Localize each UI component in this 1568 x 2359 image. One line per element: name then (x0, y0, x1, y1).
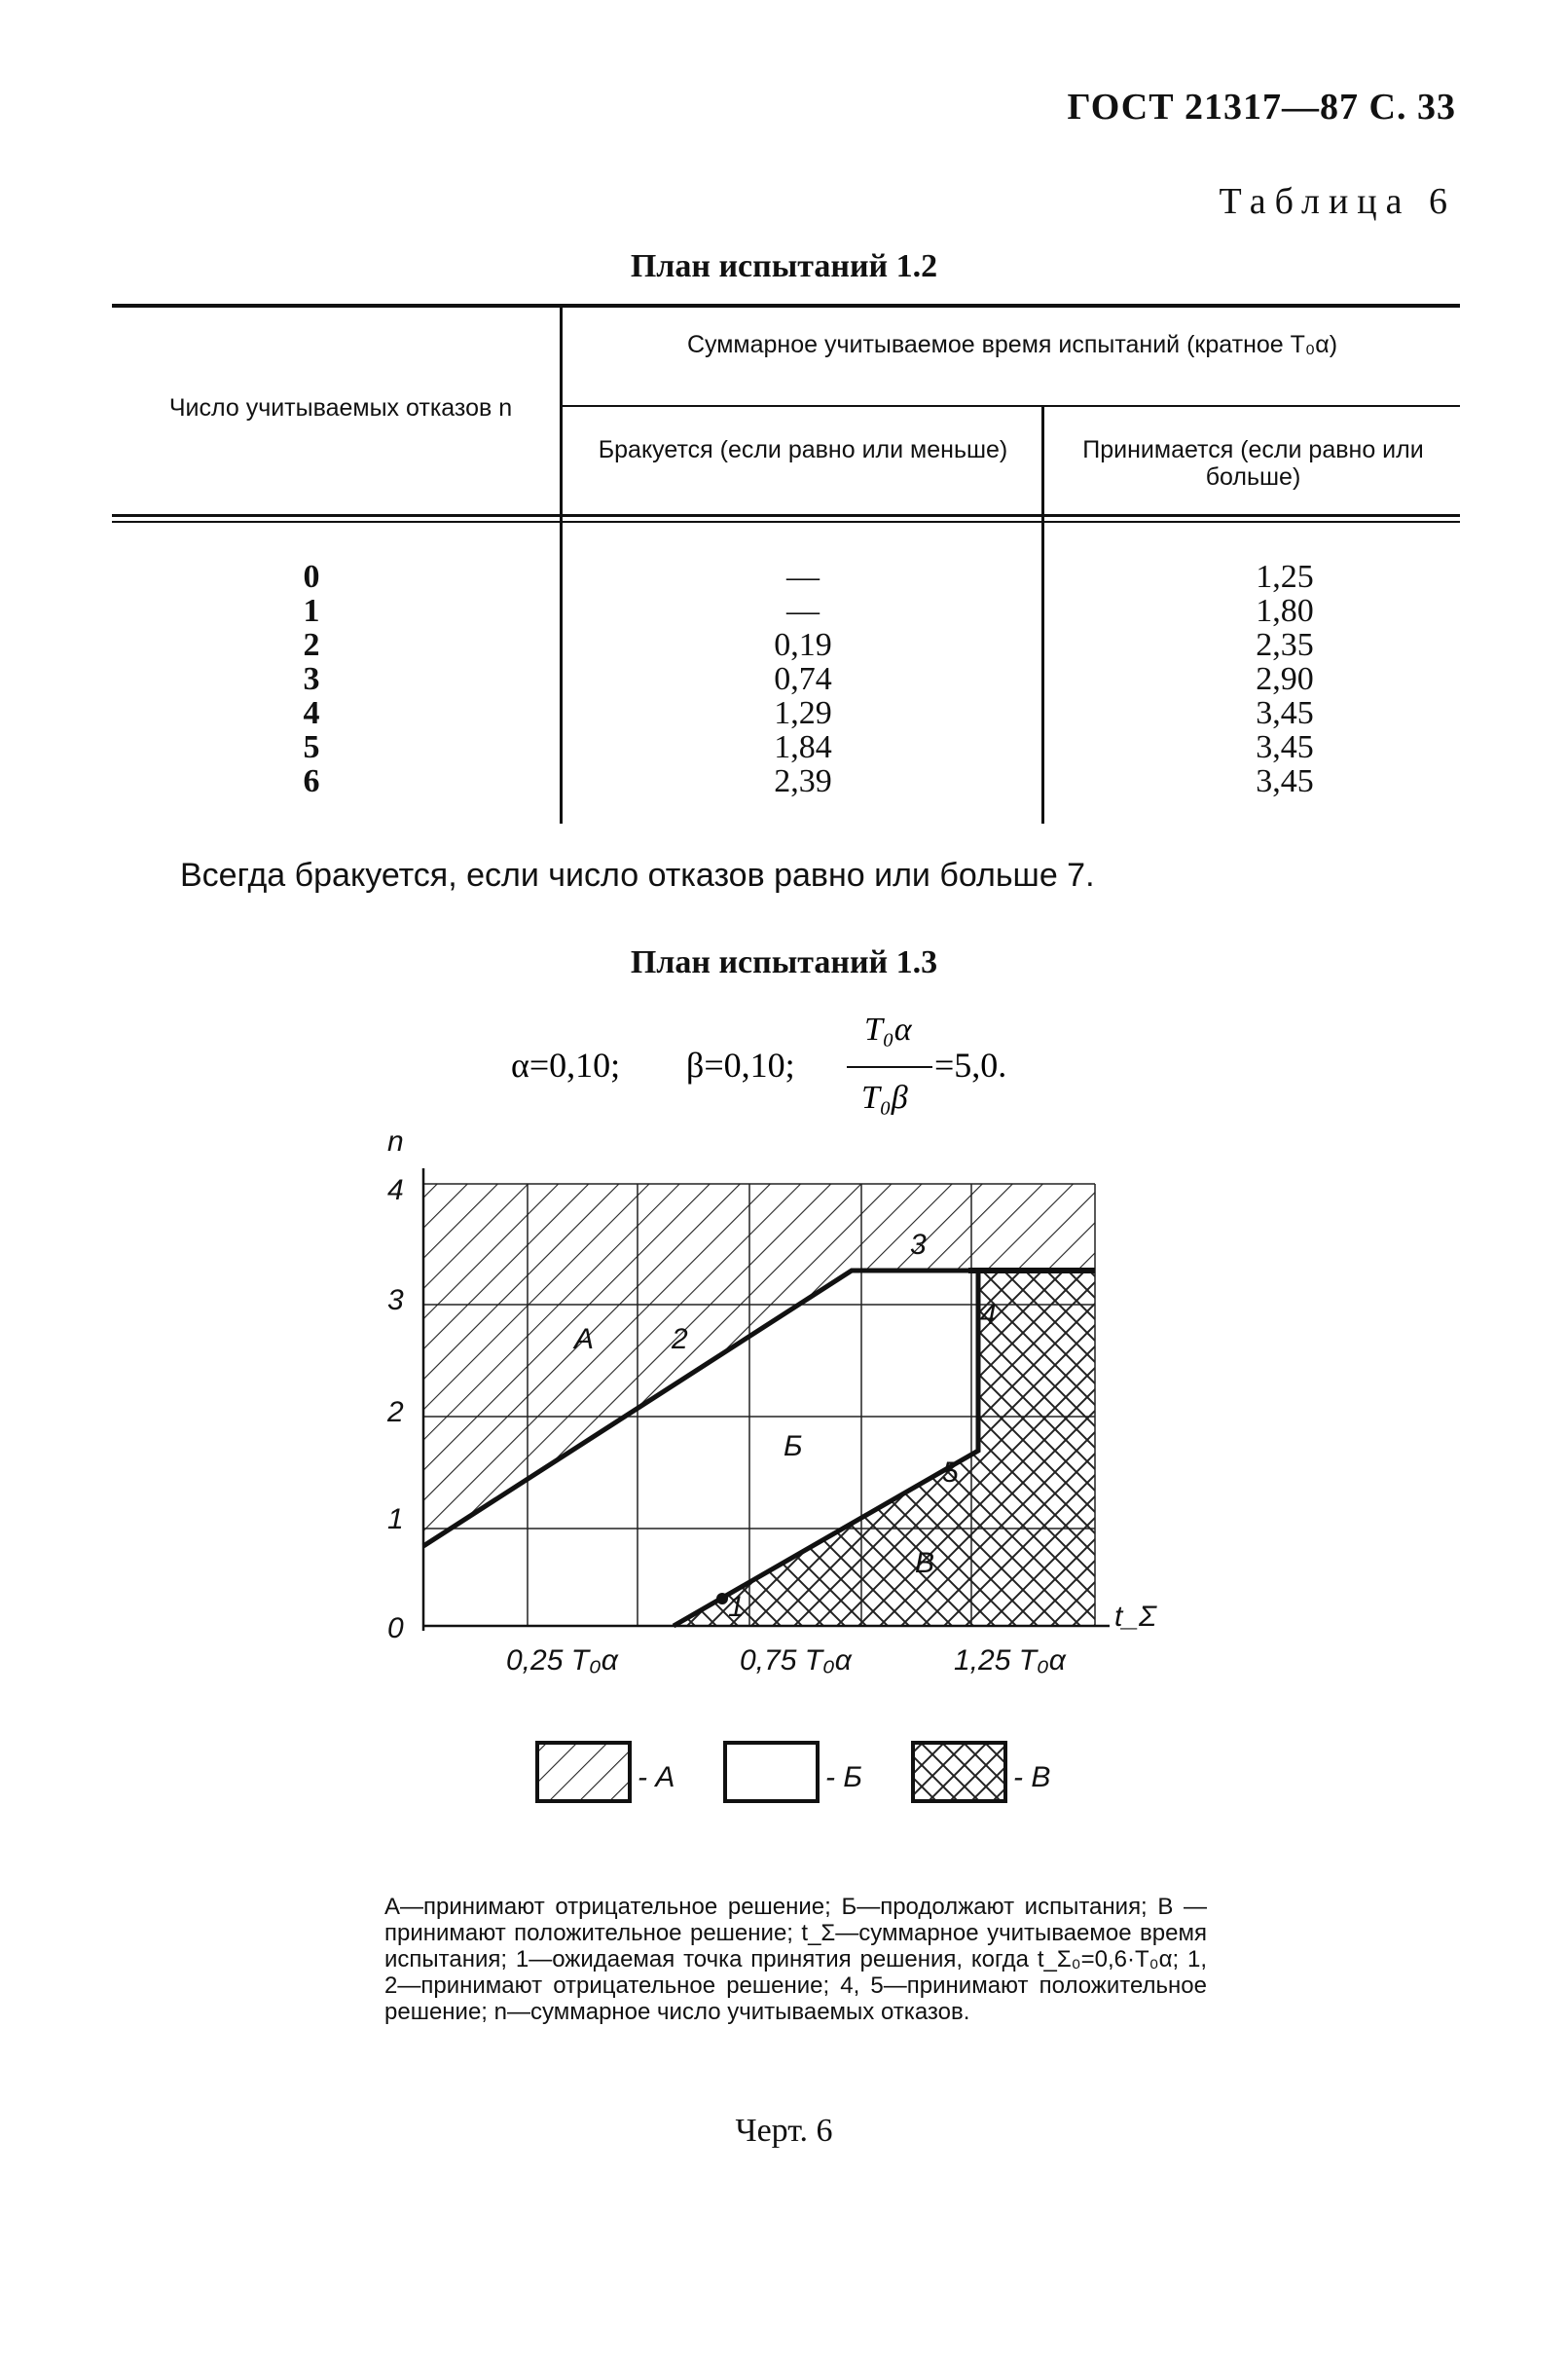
table-title: План испытаний 1.2 (630, 248, 938, 284)
table-number: Таблица 6 (1219, 181, 1456, 222)
y-tick: 4 (387, 1174, 404, 1206)
formula-beta: β=0,10; (686, 1046, 795, 1085)
legend-swatch-blank (725, 1743, 818, 1801)
cell-reject: 0,74 (774, 661, 832, 697)
cell-accept: 3,45 (1256, 729, 1314, 765)
diagram-legend (526, 1733, 1090, 1811)
formula-alpha: α=0,10; (511, 1046, 621, 1085)
col-group-header: Суммарное учитываемое время испытаний (кратное T₀α) (686, 331, 1338, 358)
region-label-c: В (915, 1547, 935, 1579)
decision-point-marker (716, 1593, 728, 1604)
y-tick: 3 (387, 1284, 404, 1316)
cell-n: 0 (303, 559, 320, 595)
formula-result: =5,0. (934, 1046, 1007, 1085)
y-tick: 1 (387, 1503, 404, 1535)
col-header-reject: Бракуется (если равно или меньше) (598, 436, 1008, 463)
x-tick: 0,25 T₀α (506, 1644, 618, 1677)
col-n (263, 560, 360, 798)
cell-accept: 3,45 (1256, 763, 1314, 799)
line-label-5: 5 (942, 1456, 959, 1489)
x-tick: 1,25 T₀α (954, 1644, 1066, 1677)
x-tick: 0,75 T₀α (740, 1644, 852, 1677)
col-reject (740, 560, 866, 798)
col-header-failures: Число учитываемых отказов n (168, 394, 513, 422)
cell-reject: 1,84 (774, 729, 832, 765)
x-axis-label: t_Σ (1114, 1601, 1157, 1633)
table-header-rule-2 (112, 521, 1460, 523)
table-vline-1 (560, 308, 563, 824)
cell-n: 4 (303, 695, 320, 731)
figure-caption: Черт. 6 (735, 2113, 833, 2149)
cell-accept: 3,45 (1256, 695, 1314, 731)
formula-denominator: T₀β (861, 1080, 908, 1116)
legend-swatch-cross (913, 1743, 1005, 1801)
line-label-4: 4 (980, 1299, 997, 1331)
cell-accept: 1,25 (1256, 559, 1314, 595)
table-vline-2 (1041, 407, 1044, 824)
plan-title: План испытаний 1.3 (630, 944, 938, 980)
cell-reject: 0,19 (774, 627, 832, 663)
legend-label-a: - А (638, 1761, 675, 1793)
table-group-rule (563, 405, 1460, 407)
y-tick: 2 (387, 1396, 404, 1428)
legend-swatch-hatched (537, 1743, 630, 1801)
col-accept (1222, 560, 1348, 798)
cell-n: 1 (303, 593, 320, 629)
cell-reject: — (786, 593, 820, 629)
table-top-rule (112, 304, 1460, 308)
cell-accept: 2,35 (1256, 627, 1314, 663)
region-label-a: А (574, 1323, 595, 1355)
cell-reject: 2,39 (774, 763, 832, 799)
cell-n: 2 (303, 627, 320, 663)
line-label-1: 1 (728, 1591, 745, 1623)
col-header-accept: Принимается (если равно или больше) (1082, 436, 1424, 491)
cell-n: 6 (303, 763, 320, 799)
sequential-test-diagram (370, 1129, 1187, 1684)
cell-accept: 1,80 (1256, 593, 1314, 629)
region-label-b: Б (784, 1430, 803, 1462)
cell-n: 3 (303, 661, 320, 697)
y-axis-label: n (387, 1129, 404, 1158)
ratio-formula (0, 1001, 1568, 1118)
cell-n: 5 (303, 729, 320, 765)
line-label-2: 2 (672, 1323, 688, 1355)
explanation-text: А—принимают отрицательное решение; Б—продолжают испытания; В — принимают положительное решение; t_Σ—суммарное учитываемое время испытания; 1—ожидаемая точка принятия решения, когда t_Σ₀=0,6·T₀α; 1, 2—принимают отрицательное решение; 4, 5—принимают положительное решение; n—суммарное число учитываемых отказов. (384, 1894, 1207, 2025)
legend-label-b: - Б (825, 1761, 862, 1793)
formula-numerator: T₀α (864, 1012, 912, 1048)
y-tick: 0 (387, 1612, 404, 1644)
table-header-rule-1 (112, 514, 1460, 517)
cell-reject: 1,29 (774, 695, 832, 731)
cell-reject: — (786, 559, 820, 595)
cell-accept: 2,90 (1256, 661, 1314, 697)
line-label-3: 3 (910, 1229, 927, 1261)
always-reject-note: Всегда бракуется, если число отказов равно или больше 7. (180, 857, 1095, 894)
legend-label-c: - В (1013, 1761, 1051, 1793)
page-header: ГОСТ 21317—87 С. 33 (1067, 87, 1456, 128)
